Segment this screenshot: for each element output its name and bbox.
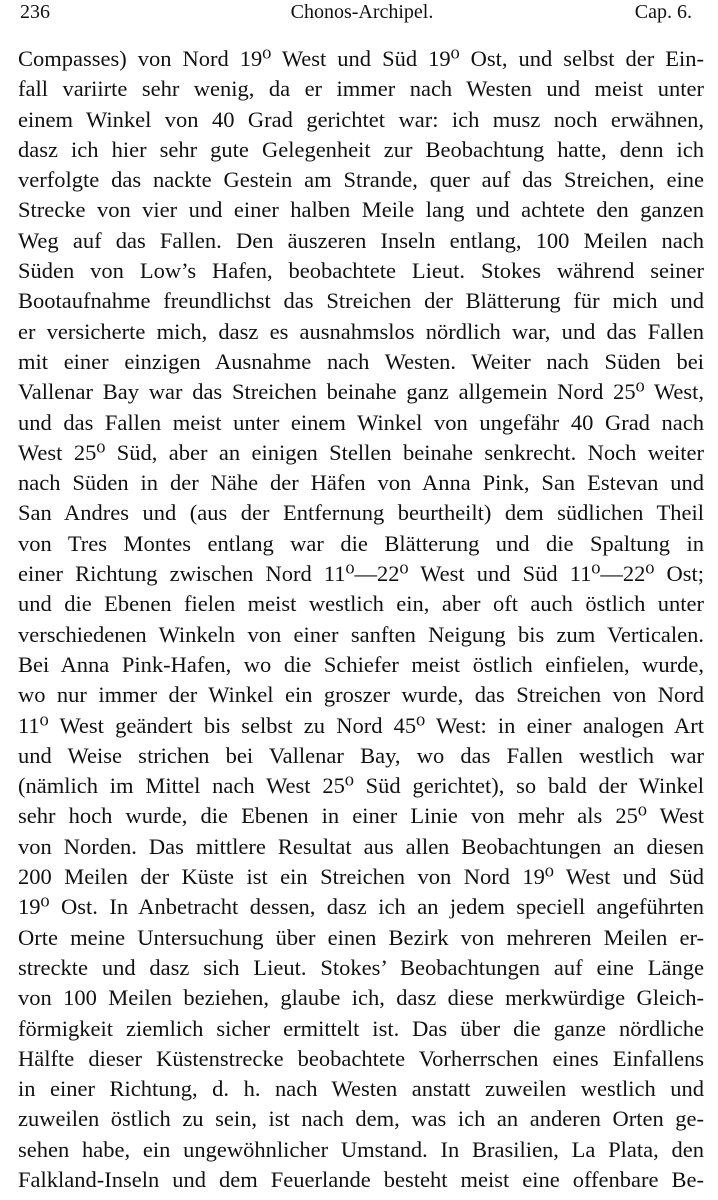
text-line: Hälfte dieser Küstenstrecke beobachtete Vorherrschen eines Einfallens [18, 1045, 704, 1071]
text-line: nach Süden in der Nähe der Häfen von Anna Pink, San Estevan und [18, 470, 704, 496]
text-line: 200 Meilen der Küste ist ein Streichen von Nord 19⁰ West und Süd [18, 864, 704, 890]
text-line: zuweilen östlich zu sein, ist nach dem, was ich an anderen Orten ge- [18, 1106, 704, 1132]
text-line: und das Fallen meist unter einem Winkel von ungefähr 40 Grad nach [18, 409, 704, 435]
body-text [18, 44, 704, 1195]
text-line: dasz ich hier sehr gute Gelegenheit zur Beobachtung hatte, denn ich [18, 136, 704, 162]
text-line: einer Richtung zwischen Nord 11⁰—22⁰ West und Süd 11⁰—22⁰ Ost; [18, 561, 704, 587]
text-line: einem Winkel von 40 Grad gerichtet war: ich musz noch erwähnen, [18, 106, 704, 132]
text-line: verschiedenen Winkeln von einer sanften Neigung bis zum Verticalen. [18, 621, 704, 647]
text-line: Falkland-Inseln und dem Feuerlande besteht meist eine offenbare Be- [18, 1166, 704, 1192]
text-line: San Andres und (aus der Entfernung beurtheilt) dem südlichen Theil [18, 500, 704, 526]
text-line: von Tres Montes entlang war die Blätterung und die Spaltung in [18, 530, 704, 556]
text-line: Süden von Low’s Hafen, beobachtete Lieut. Stokes während seiner [18, 258, 704, 284]
chapter-label: Cap. 6. [634, 1, 692, 23]
page-number: 236 [20, 1, 50, 23]
text-line: Strecke von vier und einer halben Meile lang und achtete den ganzen [18, 197, 704, 223]
text-line: 19⁰ Ost. In Anbetracht dessen, dasz ich an jedem speciell angeführten [18, 894, 704, 920]
text-line: fall variirte sehr wenig, da er immer nach Westen und meist unter [18, 76, 704, 102]
text-line: 11⁰ West geändert bis selbst zu Nord 45⁰ West: in einer analogen Art [18, 712, 704, 738]
text-line: von 100 Meilen beziehen, glaube ich, dasz diese merkwürdige Gleich- [18, 985, 704, 1011]
text-line: und die Ebenen fielen meist westlich ein, aber oft auch östlich unter [18, 591, 704, 617]
text-line: Weg auf das Fallen. Den äuszeren Inseln entlang, 100 Meilen nach [18, 227, 704, 253]
text-line: Bootaufnahme freundlichst das Streichen der Blätterung für mich und [18, 288, 704, 314]
text-line: und Weise strichen bei Vallenar Bay, wo das Fallen westlich war [18, 742, 704, 768]
text-line: verfolgte das nackte Gestein am Strande, quer auf das Streichen, eine [18, 167, 704, 193]
text-line: Bei Anna Pink-Hafen, wo die Schiefer meist östlich einfielen, wurde, [18, 651, 704, 677]
text-line: förmigkeit ziemlich sicher ermittelt ist. Das über die ganze nördliche [18, 1015, 704, 1041]
text-line: (nämlich im Mittel nach West 25⁰ Süd gerichtet), so bald der Winkel [18, 773, 704, 799]
text-line: in einer Richtung, d. h. nach Westen anstatt zuweilen westlich und [18, 1076, 704, 1102]
running-title: Chonos-Archipel. [290, 1, 434, 23]
text-line: sehen habe, ein ungewöhnlicher Umstand. In Brasilien, La Plata, den [18, 1136, 704, 1162]
text-line: von Norden. Das mittlere Resultat aus allen Beobachtungen an diesen [18, 833, 704, 859]
text-line: Compasses) von Nord 19⁰ West und Süd 19⁰ Ost, und selbst der Ein- [18, 46, 704, 71]
text-line: Orte meine Untersuchung über einen Bezirk von mehreren Meilen er- [18, 924, 704, 950]
running-head [18, 0, 706, 40]
text-line: er versicherte mich, dasz es ausnahmslos nördlich war, und das Fallen [18, 318, 704, 344]
text-line: sehr hoch wurde, die Ebenen in einer Linie von mehr als 25⁰ West [18, 803, 704, 829]
text-line: Vallenar Bay war das Streichen beinahe ganz allgemein Nord 25⁰ West, [18, 379, 704, 405]
text-line: wo nur immer der Winkel ein groszer wurde, das Streichen von Nord [18, 682, 704, 708]
text-line: West 25⁰ Süd, aber an einigen Stellen beinahe senkrecht. Noch weiter [18, 439, 704, 465]
text-line: streckte und dasz sich Lieut. Stokes’ Beobachtungen auf eine Länge [18, 954, 704, 980]
text-line: mit einer einzigen Ausnahme nach Westen. Weiter nach Süden bei [18, 348, 704, 374]
